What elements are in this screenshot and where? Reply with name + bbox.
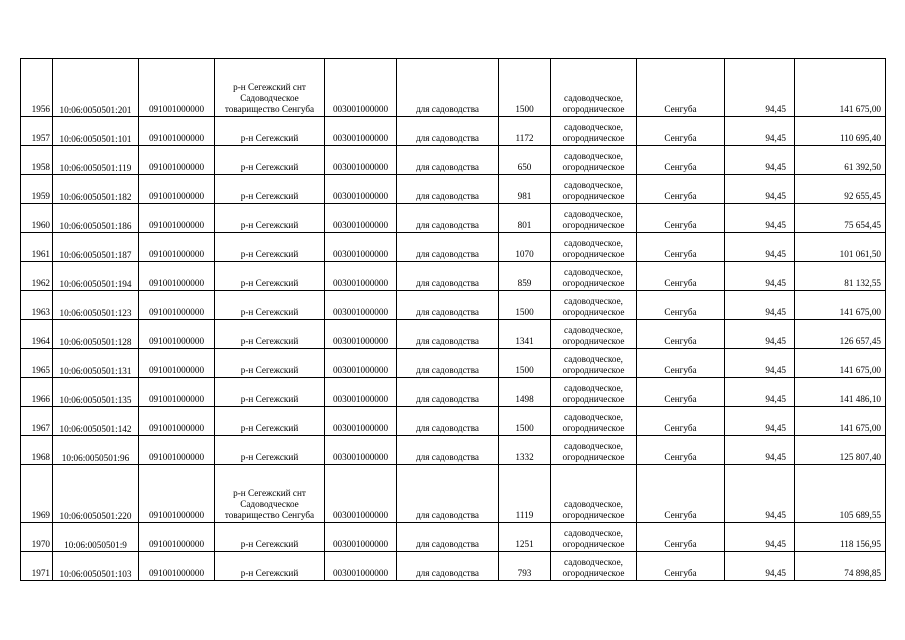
- cell-purpose: для садоводства: [397, 233, 499, 262]
- cell-address-line: Садоводческое: [240, 499, 299, 509]
- cell-rate: 94,45: [725, 175, 795, 204]
- cell-row-number: 1961: [21, 233, 53, 262]
- cell-land-type-line: огородническое: [562, 452, 625, 462]
- cell-area: 1500: [499, 59, 551, 117]
- cell-rate: 94,45: [725, 291, 795, 320]
- cell-land-type-line: садоводческое,: [564, 325, 623, 335]
- cell-cadastral-value: 141 675,00: [795, 407, 886, 436]
- cell-cadastral-number: 10:06:0050501:201: [53, 59, 139, 117]
- cell-address: [215, 407, 325, 436]
- cell-address-line: Садоводческое: [240, 93, 299, 103]
- cell-address: [215, 262, 325, 291]
- cell-purpose: для садоводства: [397, 465, 499, 523]
- cell-purpose: для садоводства: [397, 407, 499, 436]
- cell-land-type-line: садоводческое,: [564, 122, 623, 132]
- cell-address-line: р-н Сегежский: [240, 220, 299, 230]
- table-row: [21, 175, 886, 204]
- cell-area: 859: [499, 262, 551, 291]
- cell-cadastral-value: 75 654,45: [795, 204, 886, 233]
- cell-location: Сенгуба: [637, 320, 725, 349]
- table-row: [21, 407, 886, 436]
- cell-rate: 94,45: [725, 349, 795, 378]
- cell-address-line: р-н Сегежский: [240, 249, 299, 259]
- cell-area: 1500: [499, 349, 551, 378]
- cell-address: [215, 349, 325, 378]
- cell-location: Сенгуба: [637, 233, 725, 262]
- cell-row-number: 1956: [21, 59, 53, 117]
- cell-land-type: [551, 59, 637, 117]
- cell-cadastral-number: 10:06:0050501:135: [53, 378, 139, 407]
- cell-location: Сенгуба: [637, 436, 725, 465]
- table-row: [21, 146, 886, 175]
- table-row: [21, 291, 886, 320]
- cell-code: 091001000000: [139, 233, 215, 262]
- cell-code-2: 003001000000: [325, 117, 397, 146]
- cell-address: [215, 59, 325, 117]
- cell-land-type-line: огородническое: [562, 394, 625, 404]
- cell-address-line: р-н Сегежский снт: [233, 82, 306, 92]
- cell-rate: 94,45: [725, 262, 795, 291]
- cell-address-line: р-н Сегежский: [240, 307, 299, 317]
- cell-area: 1498: [499, 378, 551, 407]
- cell-land-type-line: огородническое: [562, 133, 625, 143]
- cell-location: Сенгуба: [637, 523, 725, 552]
- cell-code: 091001000000: [139, 552, 215, 581]
- cell-cadastral-number: 10:06:0050501:119: [53, 146, 139, 175]
- cell-land-type-line: садоводческое,: [564, 557, 623, 567]
- cell-cadastral-number: 10:06:0050501:142: [53, 407, 139, 436]
- cell-code: 091001000000: [139, 378, 215, 407]
- cell-land-type-line: огородническое: [562, 423, 625, 433]
- cell-cadastral-number: 10:06:0050501:220: [53, 465, 139, 523]
- cell-purpose: для садоводства: [397, 175, 499, 204]
- cell-area: 1332: [499, 436, 551, 465]
- cell-code-2: 003001000000: [325, 407, 397, 436]
- cell-rate: 94,45: [725, 523, 795, 552]
- cell-cadastral-value: 92 655,45: [795, 175, 886, 204]
- cell-purpose: для садоводства: [397, 291, 499, 320]
- table-row: [21, 523, 886, 552]
- cell-code: 091001000000: [139, 262, 215, 291]
- cell-row-number: 1969: [21, 465, 53, 523]
- cell-cadastral-number: 10:06:0050501:131: [53, 349, 139, 378]
- cell-rate: 94,45: [725, 407, 795, 436]
- cell-area: 1119: [499, 465, 551, 523]
- table-row: [21, 436, 886, 465]
- cell-location: Сенгуба: [637, 407, 725, 436]
- cell-code-2: 003001000000: [325, 378, 397, 407]
- cell-land-type: [551, 378, 637, 407]
- cell-code: 091001000000: [139, 146, 215, 175]
- cell-cadastral-number: 10:06:0050501:194: [53, 262, 139, 291]
- cell-row-number: 1968: [21, 436, 53, 465]
- table-row: [21, 233, 886, 262]
- cell-address-line: р-н Сегежский: [240, 191, 299, 201]
- cell-cadastral-value: 101 061,50: [795, 233, 886, 262]
- cell-row-number: 1960: [21, 204, 53, 233]
- cell-cadastral-value: 141 675,00: [795, 291, 886, 320]
- cell-land-type: [551, 523, 637, 552]
- cell-location: Сенгуба: [637, 175, 725, 204]
- cell-cadastral-value: 141 675,00: [795, 349, 886, 378]
- cell-code: 091001000000: [139, 204, 215, 233]
- cell-purpose: для садоводства: [397, 378, 499, 407]
- cell-cadastral-value: 61 392,50: [795, 146, 886, 175]
- cell-cadastral-number: 10:06:0050501:128: [53, 320, 139, 349]
- cell-row-number: 1959: [21, 175, 53, 204]
- cell-purpose: для садоводства: [397, 117, 499, 146]
- cell-area: 1172: [499, 117, 551, 146]
- cell-address-line: р-н Сегежский: [240, 452, 299, 462]
- cell-location: Сенгуба: [637, 291, 725, 320]
- table-row: [21, 59, 886, 117]
- cell-purpose: для садоводства: [397, 320, 499, 349]
- cell-cadastral-value: 141 486,10: [795, 378, 886, 407]
- cell-row-number: 1963: [21, 291, 53, 320]
- cell-rate: 94,45: [725, 552, 795, 581]
- cell-location: Сенгуба: [637, 146, 725, 175]
- cell-cadastral-number: 10:06:0050501:182: [53, 175, 139, 204]
- cell-purpose: для садоводства: [397, 146, 499, 175]
- cell-cadastral-number: 10:06:0050501:9: [53, 523, 139, 552]
- cell-code-2: 003001000000: [325, 320, 397, 349]
- cell-location: Сенгуба: [637, 465, 725, 523]
- cell-location: Сенгуба: [637, 552, 725, 581]
- cell-purpose: для садоводства: [397, 349, 499, 378]
- cell-land-type: [551, 291, 637, 320]
- cell-land-type-line: огородническое: [562, 104, 625, 114]
- cell-land-type-line: садоводческое,: [564, 528, 623, 538]
- cell-cadastral-value: 125 807,40: [795, 436, 886, 465]
- cell-address: [215, 320, 325, 349]
- cell-cadastral-value: 81 132,55: [795, 262, 886, 291]
- cell-area: 793: [499, 552, 551, 581]
- cell-land-type-line: садоводческое,: [564, 93, 623, 103]
- cell-purpose: для садоводства: [397, 523, 499, 552]
- cell-land-type-line: огородническое: [562, 365, 625, 375]
- cell-row-number: 1958: [21, 146, 53, 175]
- cell-cadastral-number: 10:06:0050501:96: [53, 436, 139, 465]
- cell-code-2: 003001000000: [325, 465, 397, 523]
- cell-address-line: р-н Сегежский: [240, 162, 299, 172]
- cell-rate: 94,45: [725, 320, 795, 349]
- cell-cadastral-value: 105 689,55: [795, 465, 886, 523]
- cell-area: 981: [499, 175, 551, 204]
- cell-land-type: [551, 204, 637, 233]
- cell-address: [215, 523, 325, 552]
- cell-row-number: 1962: [21, 262, 53, 291]
- cell-land-type-line: огородническое: [562, 278, 625, 288]
- cell-address-line: р-н Сегежский: [240, 568, 299, 578]
- cell-land-type: [551, 407, 637, 436]
- table-row: [21, 552, 886, 581]
- cell-address-line: р-н Сегежский: [240, 394, 299, 404]
- cell-area: 801: [499, 204, 551, 233]
- cell-location: Сенгуба: [637, 59, 725, 117]
- cell-land-type: [551, 146, 637, 175]
- cell-address: [215, 117, 325, 146]
- cell-row-number: 1971: [21, 552, 53, 581]
- cell-location: Сенгуба: [637, 262, 725, 291]
- cell-address: [215, 552, 325, 581]
- cell-row-number: 1970: [21, 523, 53, 552]
- cell-cadastral-number: 10:06:0050501:101: [53, 117, 139, 146]
- cell-land-type-line: огородническое: [562, 568, 625, 578]
- cell-code-2: 003001000000: [325, 262, 397, 291]
- cell-code: 091001000000: [139, 523, 215, 552]
- cell-cadastral-number: 10:06:0050501:186: [53, 204, 139, 233]
- cell-cadastral-number: 10:06:0050501:103: [53, 552, 139, 581]
- cell-code: 091001000000: [139, 349, 215, 378]
- cell-row-number: 1965: [21, 349, 53, 378]
- cell-address-line: р-н Сегежский снт: [233, 488, 306, 498]
- cell-purpose: для садоводства: [397, 59, 499, 117]
- cell-address-line: р-н Сегежский: [240, 365, 299, 375]
- cell-code: 091001000000: [139, 436, 215, 465]
- cell-land-type: [551, 465, 637, 523]
- table-row: [21, 378, 886, 407]
- cell-location: Сенгуба: [637, 117, 725, 146]
- cell-land-type-line: огородническое: [562, 249, 625, 259]
- cell-cadastral-number: 10:06:0050501:123: [53, 291, 139, 320]
- cell-code: 091001000000: [139, 175, 215, 204]
- cell-land-type-line: огородническое: [562, 191, 625, 201]
- cell-cadastral-number: 10:06:0050501:187: [53, 233, 139, 262]
- cell-area: 1341: [499, 320, 551, 349]
- cell-rate: 94,45: [725, 146, 795, 175]
- cell-address-line: товарищество Сенгуба: [224, 104, 315, 114]
- cell-land-type: [551, 320, 637, 349]
- table-body: [21, 59, 886, 581]
- cell-address-line: товарищество Сенгуба: [224, 510, 315, 520]
- cell-area: 1500: [499, 407, 551, 436]
- table-row: [21, 320, 886, 349]
- cell-land-type-line: садоводческое,: [564, 209, 623, 219]
- cell-code: 091001000000: [139, 465, 215, 523]
- cell-code: 091001000000: [139, 320, 215, 349]
- cell-rate: 94,45: [725, 465, 795, 523]
- cell-land-type-line: огородническое: [562, 336, 625, 346]
- cell-code-2: 003001000000: [325, 552, 397, 581]
- cell-area: 650: [499, 146, 551, 175]
- cell-area: 1500: [499, 291, 551, 320]
- cell-code-2: 003001000000: [325, 59, 397, 117]
- cell-rate: 94,45: [725, 233, 795, 262]
- cell-land-type-line: огородническое: [562, 539, 625, 549]
- cell-purpose: для садоводства: [397, 436, 499, 465]
- cell-land-type: [551, 233, 637, 262]
- cell-code: 091001000000: [139, 59, 215, 117]
- cell-address-line: р-н Сегежский: [240, 423, 299, 433]
- cell-rate: 94,45: [725, 436, 795, 465]
- cell-land-type: [551, 175, 637, 204]
- cell-code: 091001000000: [139, 117, 215, 146]
- cell-land-type-line: огородническое: [562, 220, 625, 230]
- cell-code-2: 003001000000: [325, 146, 397, 175]
- cell-land-type-line: садоводческое,: [564, 238, 623, 248]
- cell-address-line: р-н Сегежский: [240, 133, 299, 143]
- cell-rate: 94,45: [725, 117, 795, 146]
- cell-code-2: 003001000000: [325, 349, 397, 378]
- cell-code-2: 003001000000: [325, 436, 397, 465]
- cell-address: [215, 291, 325, 320]
- cell-cadastral-value: 126 657,45: [795, 320, 886, 349]
- cell-purpose: для садоводства: [397, 552, 499, 581]
- cell-location: Сенгуба: [637, 349, 725, 378]
- cell-code-2: 003001000000: [325, 233, 397, 262]
- cell-land-type: [551, 117, 637, 146]
- cell-address: [215, 204, 325, 233]
- cell-purpose: для садоводства: [397, 262, 499, 291]
- cell-land-type-line: садоводческое,: [564, 441, 623, 451]
- cell-land-type-line: садоводческое,: [564, 412, 623, 422]
- land-parcel-table: [20, 58, 886, 581]
- cell-row-number: 1966: [21, 378, 53, 407]
- cell-address-line: р-н Сегежский: [240, 336, 299, 346]
- cell-cadastral-value: 110 695,40: [795, 117, 886, 146]
- cell-cadastral-value: 141 675,00: [795, 59, 886, 117]
- cell-address: [215, 378, 325, 407]
- cell-rate: 94,45: [725, 378, 795, 407]
- cell-area: 1251: [499, 523, 551, 552]
- cell-cadastral-value: 74 898,85: [795, 552, 886, 581]
- cell-land-type-line: садоводческое,: [564, 354, 623, 364]
- cell-rate: 94,45: [725, 59, 795, 117]
- cell-code: 091001000000: [139, 407, 215, 436]
- cell-land-type-line: садоводческое,: [564, 267, 623, 277]
- cell-land-type-line: садоводческое,: [564, 499, 623, 509]
- table-row: [21, 349, 886, 378]
- cell-code: 091001000000: [139, 291, 215, 320]
- cell-land-type-line: огородническое: [562, 307, 625, 317]
- cell-code-2: 003001000000: [325, 175, 397, 204]
- cell-address: [215, 233, 325, 262]
- cell-row-number: 1957: [21, 117, 53, 146]
- table-row: [21, 262, 886, 291]
- cell-code-2: 003001000000: [325, 523, 397, 552]
- cell-address: [215, 146, 325, 175]
- cell-rate: 94,45: [725, 204, 795, 233]
- cell-location: Сенгуба: [637, 378, 725, 407]
- cell-code-2: 003001000000: [325, 204, 397, 233]
- cell-row-number: 1964: [21, 320, 53, 349]
- cell-address: [215, 175, 325, 204]
- cell-code-2: 003001000000: [325, 291, 397, 320]
- cell-address-line: р-н Сегежский: [240, 278, 299, 288]
- cell-land-type-line: садоводческое,: [564, 383, 623, 393]
- cell-cadastral-value: 118 156,95: [795, 523, 886, 552]
- cell-land-type: [551, 552, 637, 581]
- cell-location: Сенгуба: [637, 204, 725, 233]
- cell-address: [215, 465, 325, 523]
- cell-land-type-line: огородническое: [562, 162, 625, 172]
- table-row: [21, 465, 886, 523]
- cell-land-type-line: садоводческое,: [564, 296, 623, 306]
- table-row: [21, 117, 886, 146]
- cell-land-type-line: садоводческое,: [564, 180, 623, 190]
- cell-land-type: [551, 436, 637, 465]
- cell-land-type-line: огородническое: [562, 510, 625, 520]
- cell-row-number: 1967: [21, 407, 53, 436]
- cell-area: 1070: [499, 233, 551, 262]
- cell-address-line: р-н Сегежский: [240, 539, 299, 549]
- cell-purpose: для садоводства: [397, 204, 499, 233]
- cell-land-type-line: садоводческое,: [564, 151, 623, 161]
- cell-land-type: [551, 262, 637, 291]
- cell-land-type: [551, 349, 637, 378]
- cell-address: [215, 436, 325, 465]
- table-row: [21, 204, 886, 233]
